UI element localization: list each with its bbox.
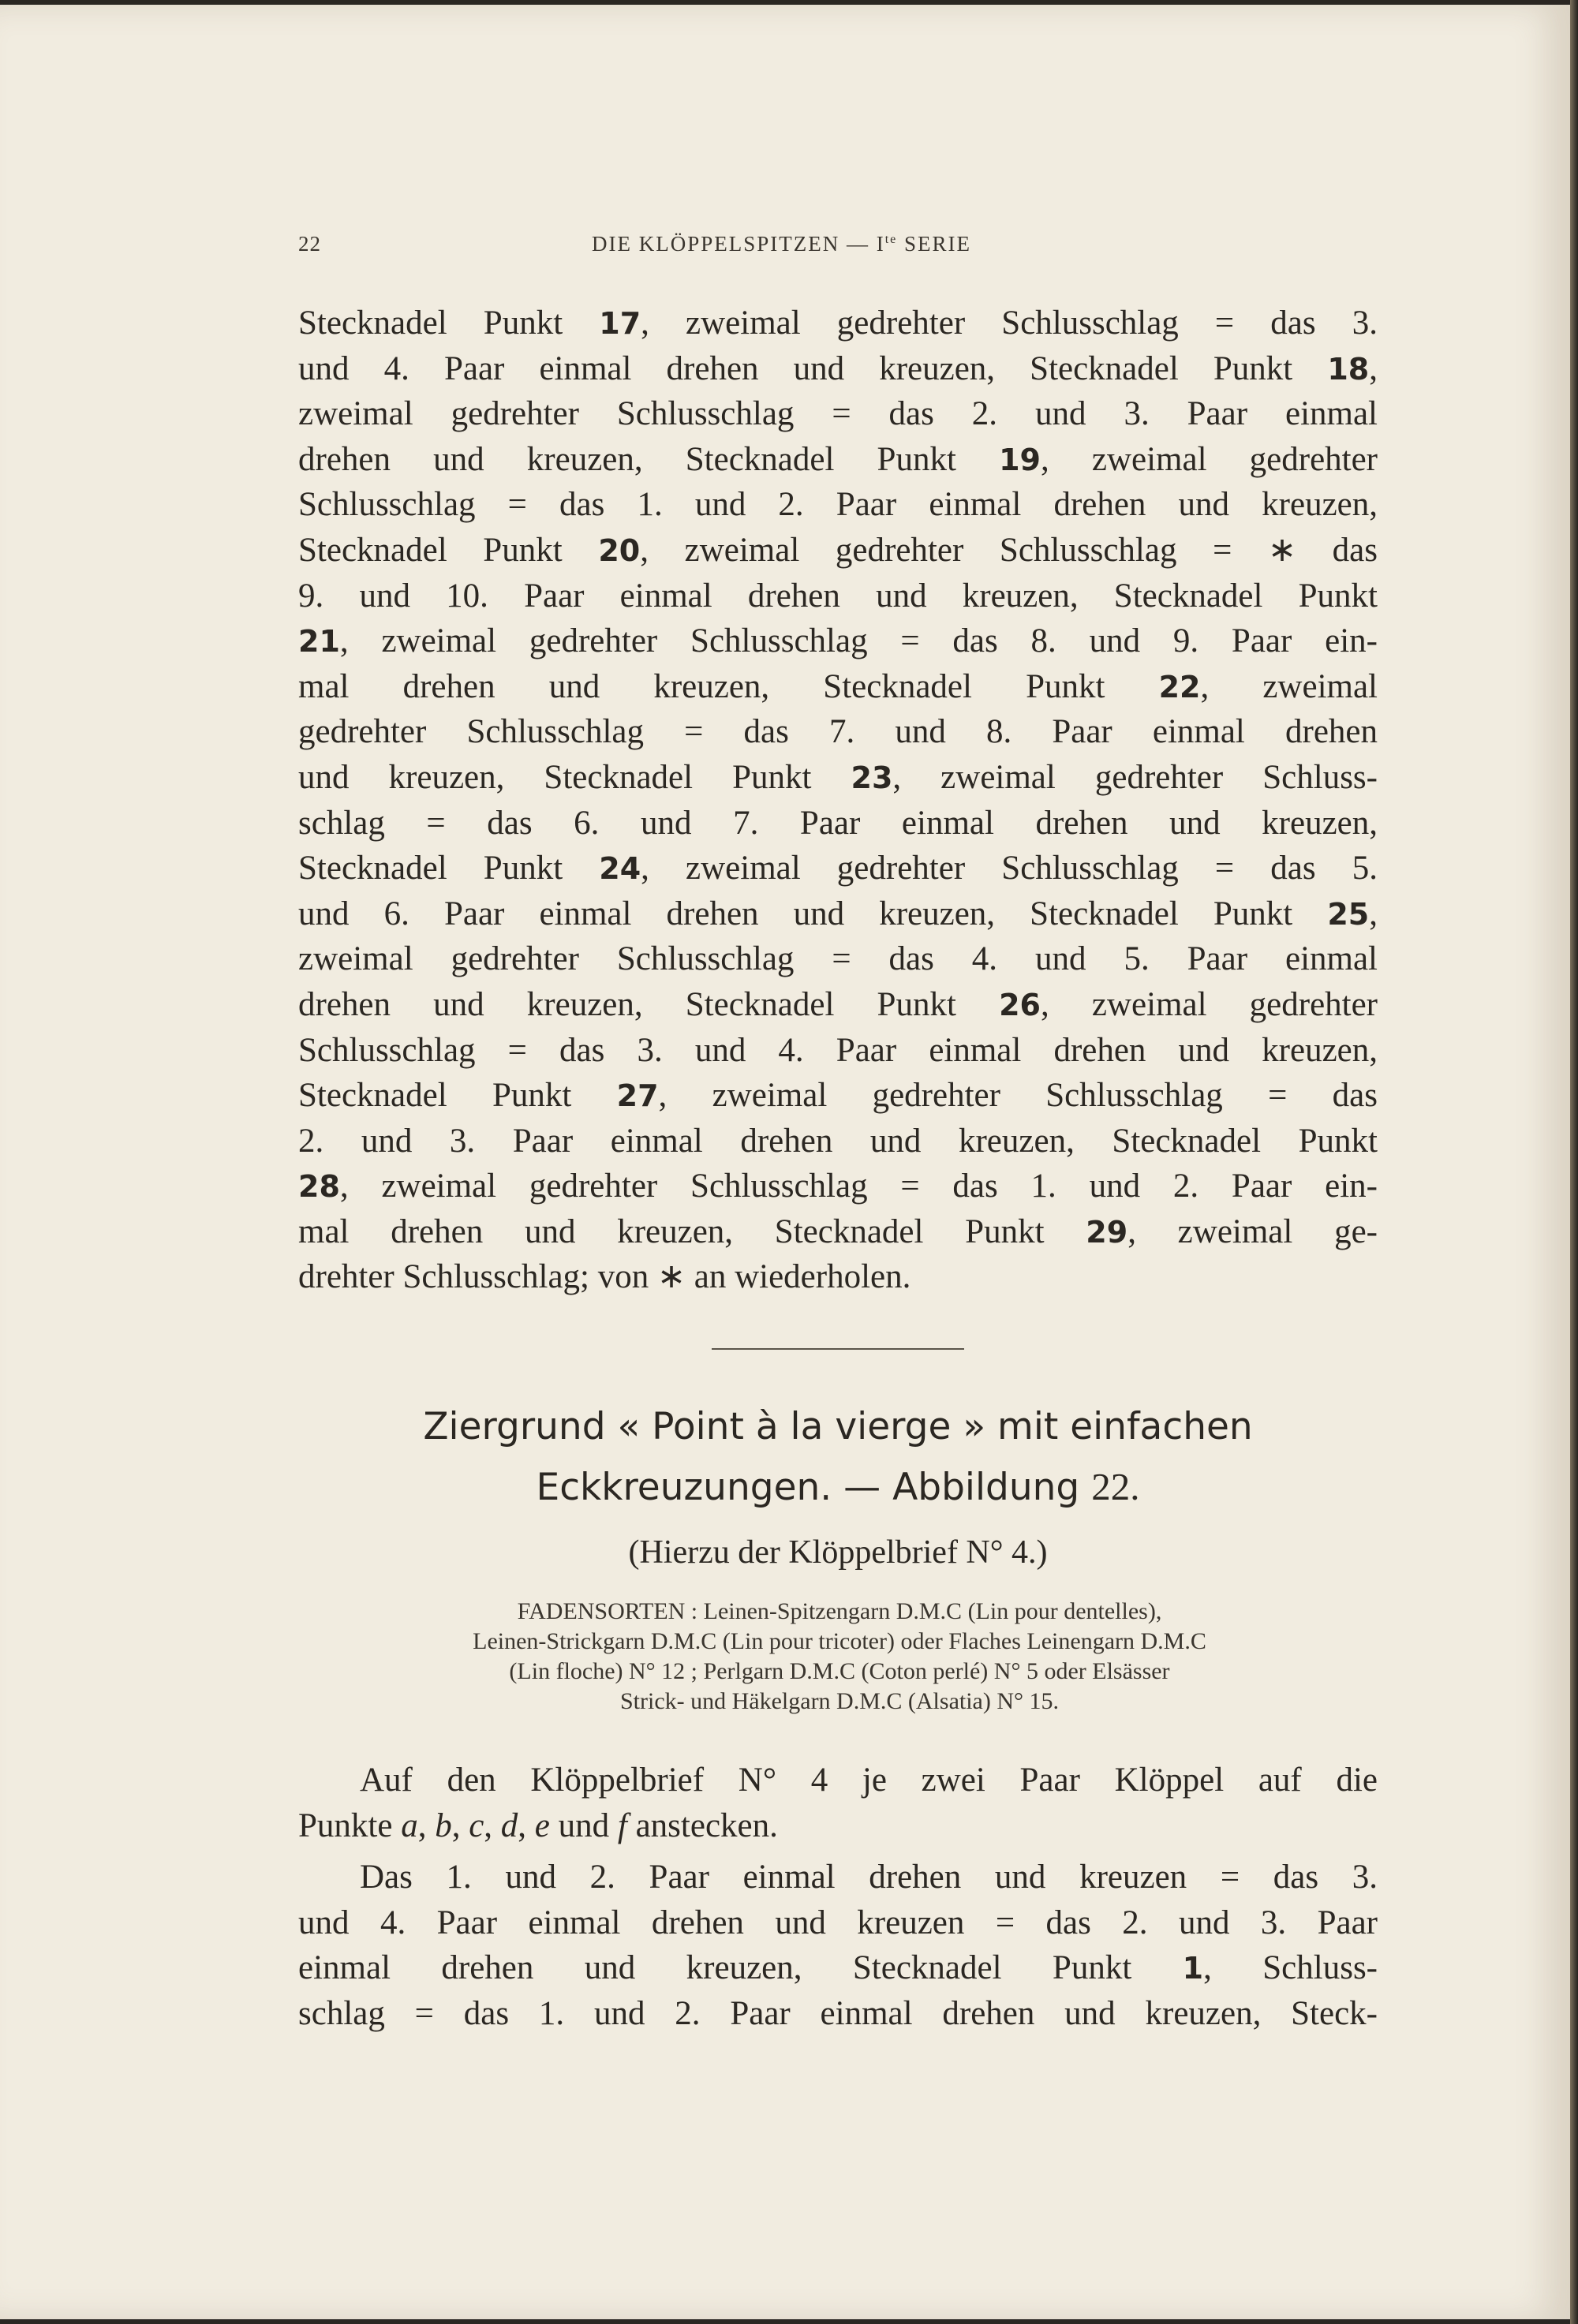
pin-number: 20 xyxy=(598,532,641,568)
text-line xyxy=(298,1209,1378,1255)
pin-number: 28 xyxy=(298,1169,340,1205)
text-line xyxy=(298,982,1378,1028)
text-line xyxy=(298,755,1378,801)
section-title-line2-text: Eckkreuzungen. — Abbildung xyxy=(536,1466,1092,1509)
text-line xyxy=(298,618,1378,664)
text-line xyxy=(298,346,1378,392)
text-run: mal drehen und kreuzen, Stecknadel Punkt xyxy=(298,1212,1086,1250)
page-edge-shadow xyxy=(1570,0,1578,2324)
text-run: , zweimal gedrehter Schlusschlag = das xyxy=(658,1077,1378,1115)
text-line xyxy=(298,801,1378,846)
running-title-end: SERIE xyxy=(897,232,972,256)
text-line xyxy=(298,1855,1378,1900)
text-run: , Schluss- xyxy=(1203,1949,1378,1987)
pin-letter: d xyxy=(500,1807,518,1844)
pin-number: 25 xyxy=(1327,896,1370,932)
pin-letter: b xyxy=(435,1807,452,1844)
text-run: Schlusschlag = das 1. und 2. Paar einmal drehen und kreuzen, xyxy=(298,486,1378,524)
text-line xyxy=(298,664,1378,710)
pin-letter: a xyxy=(401,1807,418,1844)
book-page xyxy=(0,5,1570,2319)
text-run: zweimal gedrehter Schlusschlag = das 4. und 5. Paar einmal xyxy=(298,940,1378,978)
text-run: zweimal gedrehter Schlusschlag = das 2. und 3. Paar einmal xyxy=(298,395,1378,433)
section-divider xyxy=(712,1348,964,1350)
text-run: einmal drehen und kreuzen, Stecknadel Punkt xyxy=(298,1949,1183,1987)
text-run: drehen und kreuzen, Stecknadel Punkt xyxy=(298,440,1000,478)
text-run: drehter Schlusschlag; von ∗ an wiederholen. xyxy=(298,1258,911,1296)
pin-number: 19 xyxy=(999,442,1041,477)
materials-line: Strick- und Häkelgarn D.M.C (Alsatia) N° 15. xyxy=(619,1688,1060,1714)
figure-number: 22. xyxy=(1091,1465,1140,1508)
text-run: und 4. Paar einmal drehen und kreuzen, Stecknadel Punkt xyxy=(298,349,1328,387)
text-line xyxy=(298,301,1378,346)
text-run: 2. und 3. Paar einmal drehen und kreuzen, Stecknadel Punkt xyxy=(298,1122,1378,1160)
text-run: , zweimal ge- xyxy=(1127,1212,1378,1250)
text-run: Schlusschlag = das 3. und 4. Paar einmal drehen und kreuzen, xyxy=(298,1031,1378,1069)
section-title-line1: Ziergrund « Point à la vierge » mit einfachen xyxy=(423,1405,1253,1448)
text-run: Stecknadel Punkt xyxy=(298,531,599,569)
pin-number: 23 xyxy=(851,760,893,795)
text-line xyxy=(298,1073,1378,1119)
text-run: und 6. Paar einmal drehen und kreuzen, Stecknadel Punkt xyxy=(298,895,1328,932)
text-run: mal drehen und kreuzen, Stecknadel Punkt xyxy=(298,667,1159,705)
text-run: Das 1. und 2. Paar einmal drehen und kreuzen = das 3. xyxy=(360,1859,1378,1896)
text-run: , zweimal xyxy=(1200,667,1378,705)
paragraph-line: Punkte a, b, c, d, e und f anstecken. xyxy=(298,1807,778,1844)
running-title xyxy=(592,232,971,256)
text-run: gedrehter Schlusschlag = das 7. und 8. Paar einmal drehen xyxy=(298,713,1378,751)
text-run: schlag = das 1. und 2. Paar einmal drehen und kreuzen, Steck- xyxy=(298,1994,1378,2032)
text-line xyxy=(298,391,1378,437)
text-run: , zweimal gedrehter Schlusschlag = das 1. und 2. Paar ein- xyxy=(339,1168,1378,1205)
text-run: schlag = das 6. und 7. Paar einmal drehen und kreuzen, xyxy=(298,804,1378,842)
text-line xyxy=(298,891,1378,937)
paragraph-steps xyxy=(298,1855,1378,2036)
pin-letter: f xyxy=(617,1807,627,1844)
pin-number: 27 xyxy=(616,1078,659,1114)
paragraph-pins xyxy=(298,1758,1378,1848)
text-line xyxy=(298,1900,1378,1946)
text-run: , zweimal gedrehter xyxy=(1040,440,1378,478)
pin-number: 17 xyxy=(599,306,641,341)
text-run: , xyxy=(1369,349,1378,387)
text-run: Punkte xyxy=(298,1807,402,1844)
page-number: 22 xyxy=(298,232,321,256)
text-run: anstecken. xyxy=(626,1807,778,1844)
text-line xyxy=(298,1254,1378,1300)
text-run: Stecknadel Punkt xyxy=(298,1077,617,1115)
text-line xyxy=(298,1945,1378,1991)
section-title-line2 xyxy=(298,1464,1378,1509)
text-run: , zweimal gedrehter Schlusschlag = das 8. und 9. Paar ein- xyxy=(339,622,1378,660)
text-line xyxy=(298,1991,1378,2037)
text-line xyxy=(298,936,1378,982)
text-line xyxy=(298,528,1378,574)
text-run: Stecknadel Punkt xyxy=(298,305,600,342)
text-line xyxy=(298,709,1378,755)
pin-letter: c xyxy=(469,1807,484,1844)
text-run: und 4. Paar einmal drehen und kreuzen = das 2. und 3. Paar xyxy=(298,1904,1378,1941)
pin-number: 1 xyxy=(1182,1951,1204,1986)
text-run: und xyxy=(549,1807,618,1844)
section-subtitle: (Hierzu der Klöppelbrief N° 4.) xyxy=(628,1534,1048,1571)
paragraph-line: Auf den Klöppelbrief N° 4 je zwei Paar Klöppel auf die xyxy=(360,1762,1378,1799)
text-run: , xyxy=(1369,895,1378,932)
text-run: , zweimal gedrehter Schlusschlag = das 5. xyxy=(641,850,1378,887)
running-title-sup: te xyxy=(884,233,898,246)
text-run: , zweimal gedrehter Schluss- xyxy=(892,758,1378,796)
text-run: , zweimal gedrehter Schlusschlag = das 3. xyxy=(641,305,1378,342)
text-run: und kreuzen, Stecknadel Punkt xyxy=(298,758,851,796)
text-line xyxy=(298,482,1378,528)
text-run: Stecknadel Punkt xyxy=(298,850,600,887)
pin-number: 24 xyxy=(599,851,641,887)
running-title-text: DIE KLÖPPELSPITZEN — I xyxy=(592,232,885,256)
text-line xyxy=(298,574,1378,619)
text-line xyxy=(298,846,1378,891)
pin-number: 21 xyxy=(298,624,340,659)
text-line xyxy=(298,1028,1378,1074)
materials-line: Leinen-Strickgarn D.M.C (Lin pour tricoter) oder Flaches Leinengarn D.M.C xyxy=(473,1628,1206,1654)
text-run: 9. und 10. Paar einmal drehen und kreuzen, Stecknadel Punkt xyxy=(298,577,1378,615)
instruction-text xyxy=(298,301,1378,1300)
pin-letter: e xyxy=(534,1807,550,1844)
text-run: drehen und kreuzen, Stecknadel Punkt xyxy=(298,985,1000,1023)
text-line xyxy=(298,437,1378,483)
pin-number: 18 xyxy=(1327,351,1370,387)
pin-number: 26 xyxy=(999,987,1041,1022)
text-line xyxy=(298,1119,1378,1164)
pin-number: 22 xyxy=(1158,669,1201,704)
pin-number: 29 xyxy=(1086,1214,1128,1250)
thread-materials xyxy=(316,1597,1363,1717)
text-run: , zweimal gedrehter xyxy=(1040,985,1378,1023)
materials-line: (Lin floche) N° 12 ; Perlgarn D.M.C (Coton perlé) N° 5 oder Elsässer xyxy=(509,1658,1170,1684)
text-run: , zweimal gedrehter Schlusschlag = ∗ das xyxy=(640,531,1378,569)
materials-line: FADENSORTEN : Leinen-Spitzengarn D.M.C (Lin pour dentelles), xyxy=(517,1598,1162,1624)
text-line xyxy=(298,1164,1378,1209)
